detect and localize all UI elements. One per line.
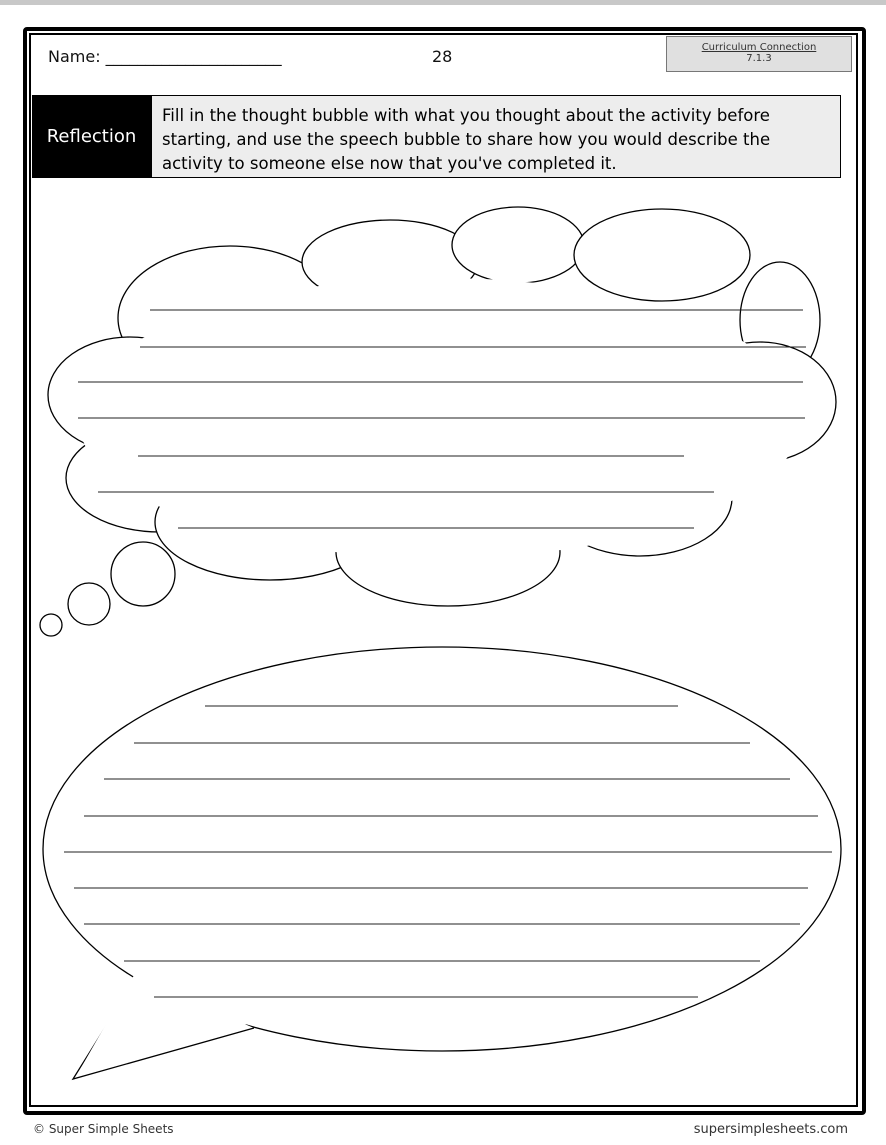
thought-cloud-lobe — [574, 209, 750, 301]
speech-bubble — [43, 647, 841, 1079]
thought-trail-circle-small — [40, 614, 62, 636]
curriculum-connection-code: 7.1.3 — [746, 53, 772, 64]
thought-trail-circle-large — [111, 542, 175, 606]
copyright-footer: © Super Simple Sheets — [33, 1122, 174, 1136]
reflection-label: Reflection — [32, 95, 151, 178]
name-field[interactable]: Name: ______________________ — [48, 47, 282, 66]
page-number: 28 — [432, 47, 453, 66]
instructions-text: Fill in the thought bubble with what you thought about the activity before starting, and use the speech bubble to share how you would describe the activity to someone else now that you've completed it. — [151, 95, 841, 178]
thought-bubble — [40, 207, 836, 636]
curriculum-connection-title: Curriculum Connection — [701, 42, 817, 53]
thought-trail-circle-medium — [68, 583, 110, 625]
thought-cloud-lobe — [452, 207, 584, 283]
website-footer: supersimplesheets.com — [693, 1122, 848, 1137]
